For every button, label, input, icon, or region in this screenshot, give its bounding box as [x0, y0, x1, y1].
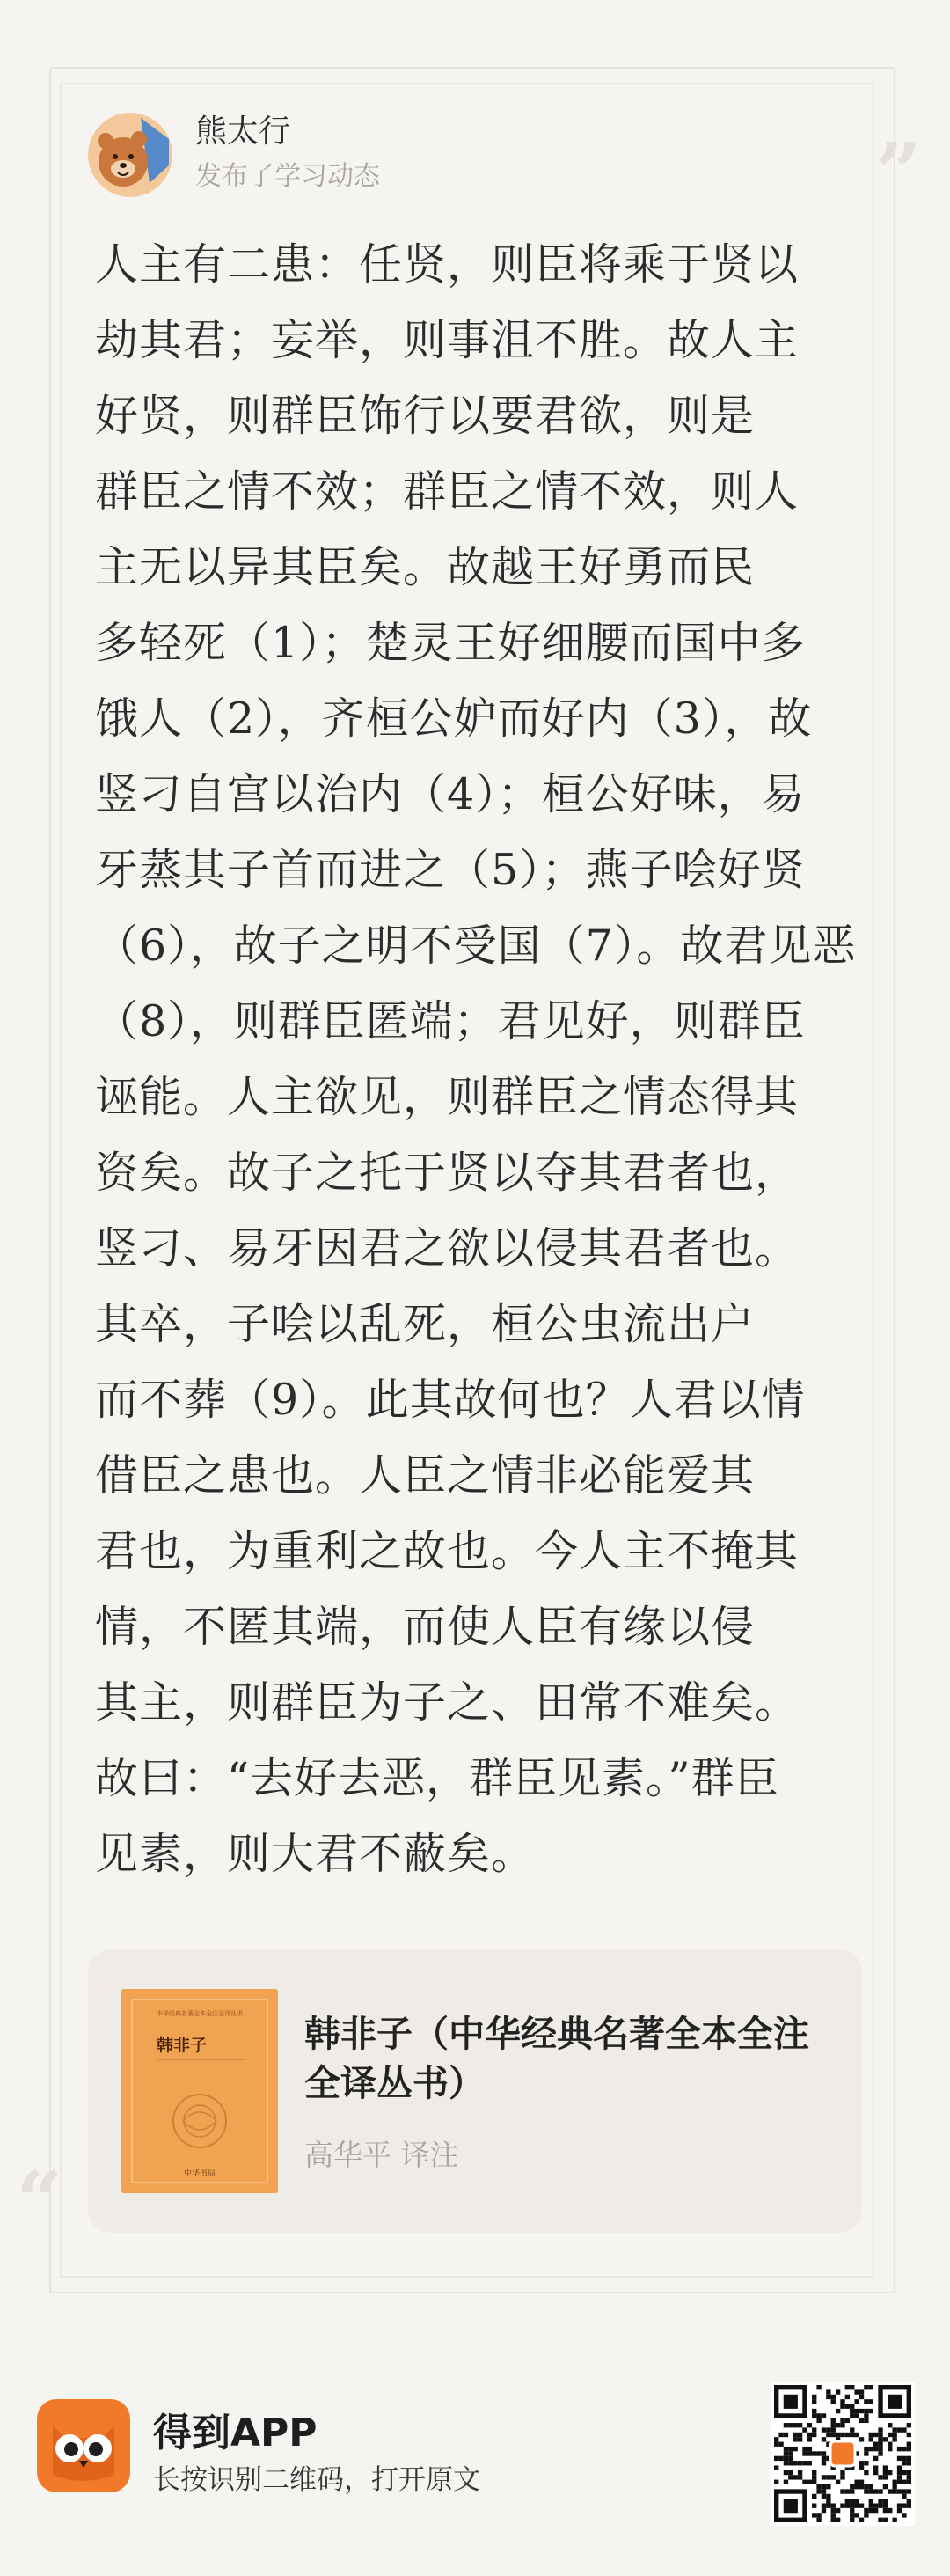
close-quote-decoration: ”: [875, 125, 922, 220]
book-card[interactable]: [88, 1949, 862, 2233]
post-action-label: 发布了学习动态: [195, 161, 380, 192]
book-author: 高华平 译注: [304, 2138, 459, 2172]
app-name: 得到APP: [153, 2411, 318, 2455]
qr-code-icon: [774, 2385, 911, 2522]
bear-avatar-icon: [88, 113, 172, 197]
open-quote-decoration: “: [16, 2154, 62, 2249]
post-body-text: 人主有二患：任贤，则臣将乘于贤以 劫其君；妄举，则事沮不胜。故人主 好贤，则群臣饰行以要君欲，则是 群臣之情不效；群臣之情不效，则人 主无以异其臣矣。故越王好勇而民 多轻死（1）；楚灵王好细腰而国中多 饿人（2），齐桓公妒而好内（3），故 竖刁自宫以治内（4）；桓公好味，易 牙蒸其子首而进之（5）；燕子哙好贤 （6），故子之明不受国（7）。故君见恶 （8），则群臣匿端；君见好，则群臣 诬能。人主欲见，则群臣之情态得其 资矣。故子之托于贤以夺其君者也， 竖刁、易牙因君之欲以侵其君者也。 其卒，子哙以乱死，桓公虫流出户 而不葬（9）。此其故何也？人君以情 借臣之患也。人臣之情非必能爱其 君也，为重利之故也。今人主不掩其 情，不匿其端，而使人臣有缘以侵 其主，则群臣为子之、田常不难矣。 故曰：“去好去恶，群臣见素。”群臣 见素，则大君不蔽矣。: [95, 239, 857, 1879]
qr-code[interactable]: [771, 2382, 915, 2526]
qr-hint-text: 长按识别二维码，打开原文: [153, 2464, 480, 2496]
book-cover-title: 韩非子: [157, 2036, 208, 2055]
book-cover-publisher: 中华书局: [183, 2169, 216, 2178]
book-cover-series: 中华经典名著全本全注全译丛书: [157, 2010, 243, 2017]
app-logo: [37, 2399, 130, 2492]
author-avatar[interactable]: [88, 113, 172, 197]
book-title[interactable]: 韩非子（中华经典名著全本全注全译丛书）: [304, 2013, 809, 2104]
book-cover-art: [121, 1989, 278, 2193]
owl-logo-icon: [37, 2399, 130, 2492]
book-cover: [121, 1989, 278, 2193]
author-name[interactable]: 熊太行: [195, 114, 291, 150]
